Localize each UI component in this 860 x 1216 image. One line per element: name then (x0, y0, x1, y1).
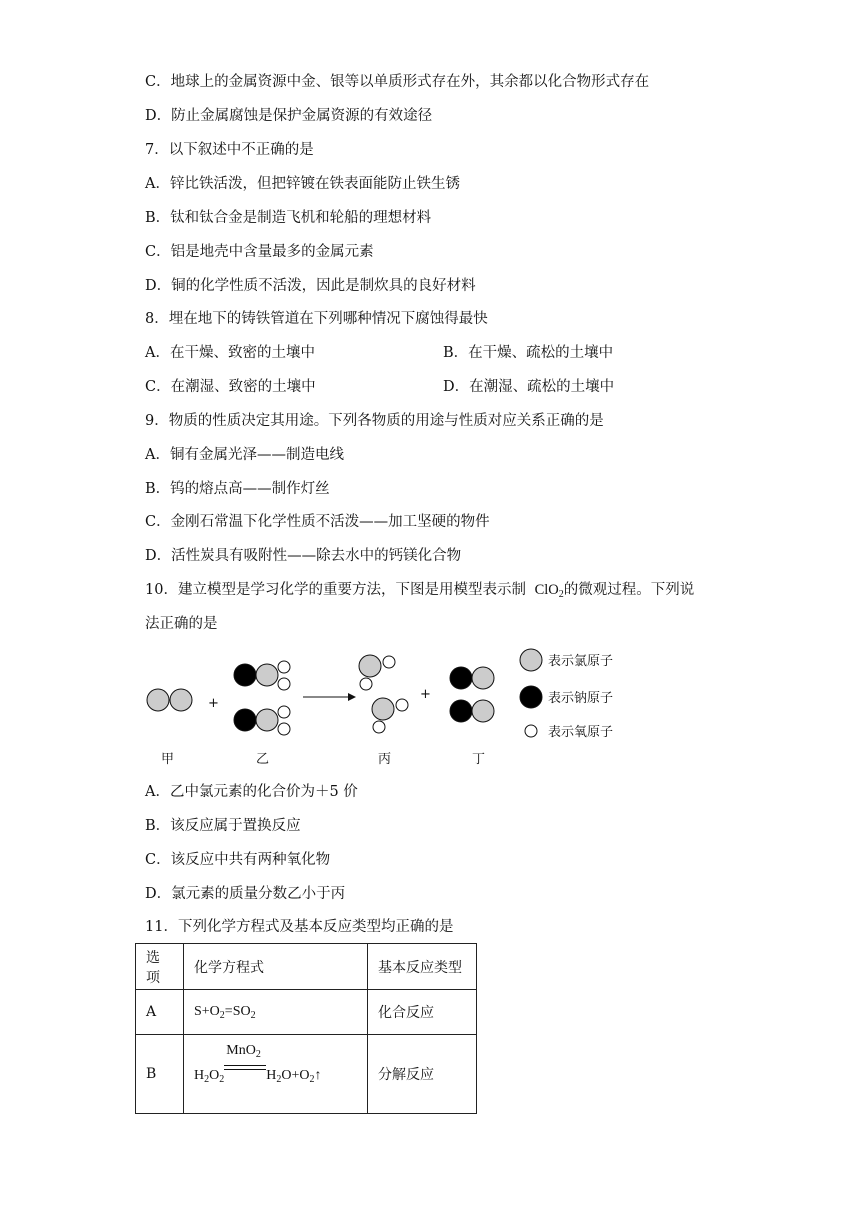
molecule-model-diagram (140, 645, 640, 775)
eq-b-part: H (194, 1067, 205, 1083)
q10-stem-line2: 法正确的是 (145, 616, 218, 632)
chlorine-atom (256, 709, 278, 731)
oxygen-atom (278, 706, 290, 718)
q10-option-c: C．该反应中共有两种氧化物 (145, 852, 331, 868)
table-row-b (136, 1035, 477, 1114)
catalyst-label (226, 1043, 261, 1059)
chlorine-atom (359, 655, 381, 677)
eq-b-sub: 2 (309, 1073, 315, 1085)
oxygen-atom (278, 723, 290, 735)
molecule-bing-2 (372, 698, 408, 733)
molecule-jia (147, 689, 192, 711)
molecule-ding-2 (450, 700, 494, 722)
plus-sign-1: + (208, 696, 219, 711)
q7-option-c: C．铝是地壳中含量最多的金属元素 (145, 244, 374, 260)
oxygen-atom (383, 656, 395, 668)
q10-formula (535, 582, 564, 598)
q7-option-b: B．钛和钛合金是制造飞机和轮船的理想材料 (145, 210, 432, 226)
eq-b-part: H (266, 1067, 277, 1083)
eq-b-part: O+O (281, 1067, 310, 1083)
plus-sign-2: + (420, 687, 431, 702)
row-a-equation (184, 990, 368, 1035)
q10-stem (145, 580, 694, 600)
row-a-type: 化合反应 (368, 990, 477, 1035)
chlorine-atom (472, 700, 494, 722)
molecule-yi-1 (234, 661, 290, 690)
catalyst-main: MnO (226, 1042, 256, 1058)
row-b-type: 分解反应 (368, 1035, 477, 1114)
q8-option-d: D．在潮湿、疏松的土壤中 (443, 379, 615, 395)
header-option: 选项 (136, 944, 184, 990)
chlorine-atom (372, 698, 394, 720)
q9-stem: 9．物质的性质决定其用途。下列各物质的用途与性质对应关系正确的是 (145, 413, 604, 429)
row-b-equation (184, 1035, 368, 1114)
eq-a-part: =SO (224, 1004, 251, 1019)
q9-option-a: A．铜有金属光泽——制造电线 (145, 447, 344, 463)
q9-option-b: B．钨的熔点高——制作灯丝 (145, 481, 330, 497)
q8-option-a: A．在干燥、致密的土壤中 (145, 345, 315, 361)
q8-option-b: B．在干燥、疏松的土壤中 (443, 345, 614, 361)
chlorine-atom (256, 664, 278, 686)
header-reaction-type: 基本反应类型 (368, 944, 477, 990)
q10-option-a: A．乙中氯元素的化合价为＋5 价 (145, 784, 358, 800)
catalyst-condition (224, 1042, 266, 1079)
label-ding: 丁 (472, 752, 486, 767)
molecule-bing-1 (359, 655, 395, 690)
eq-b-sub: 2 (204, 1073, 210, 1085)
oxygen-atom (373, 721, 385, 733)
sodium-atom (450, 667, 472, 689)
q9-option-d: D．活性炭具有吸附性——除去水中的钙镁化合物 (145, 548, 462, 564)
q10-formula-main: ClO (534, 582, 559, 598)
legend-chlorine-label: 表示氯原子 (548, 654, 614, 669)
eq-b-part: O (209, 1067, 220, 1083)
label-yi: 乙 (256, 752, 270, 767)
q7-option-a: A．锌比铁活泼，但把锌镀在铁表面能防止铁生锈 (145, 176, 460, 192)
sodium-atom (450, 700, 472, 722)
eq-b-sub: 2 (276, 1073, 282, 1085)
molecule-ding-1 (450, 667, 494, 689)
q10-formula-sub: 2 (558, 589, 564, 600)
catalyst-sub: 2 (255, 1048, 261, 1060)
q8-option-c: C．在潮湿、致密的土壤中 (145, 379, 316, 395)
oxygen-atom (278, 678, 290, 690)
q6-option-c: C．地球上的金属资源中金、银等以单质形式存在外，其余都以化合物形式存在 (145, 74, 650, 90)
eq-a-part: S+O (194, 1004, 220, 1019)
q10-stem-part1: 10．建立模型是学习化学的重要方法，下图是用模型表示制 (145, 582, 526, 598)
equals-line-bottom (224, 1069, 266, 1070)
label-jia: 甲 (161, 752, 175, 767)
eq-a-sub: 2 (250, 1010, 256, 1021)
eq-a-sub: 2 (219, 1010, 225, 1021)
oxygen-atom (360, 678, 372, 690)
q7-option-d: D．铜的化学性质不活泼，因此是制炊具的良好材料 (145, 278, 476, 294)
molecule-yi-2 (234, 706, 290, 735)
legend-sodium-label: 表示钠原子 (548, 691, 614, 706)
q10-option-d: D．氯元素的质量分数乙小于丙 (145, 886, 346, 902)
sodium-atom (234, 664, 256, 686)
label-bing: 丙 (378, 752, 392, 767)
q7-stem: 7．以下叙述中不正确的是 (145, 142, 314, 158)
q6-option-d: D．防止金属腐蚀是保护金属资源的有效途径 (145, 108, 433, 124)
q11-table (135, 943, 477, 1114)
molecule-model-svg (140, 645, 640, 775)
sodium-atom (234, 709, 256, 731)
q10-stem-part2: 的微观过程。下列说 (563, 582, 695, 598)
legend-oxygen-label: 表示氧原子 (548, 725, 614, 740)
table-header-row (136, 944, 477, 990)
chlorine-atom (147, 689, 169, 711)
q10-option-b: B．该反应属于置换反应 (145, 818, 301, 834)
q11-stem: 11．下列化学方程式及基本反应类型均正确的是 (145, 919, 454, 935)
legend-oxygen-swatch (525, 725, 537, 737)
row-b-option: B (136, 1035, 184, 1114)
q8-stem: 8．埋在地下的铸铁管道在下列哪种情况下腐蚀得最快 (145, 311, 488, 327)
table-row-a (136, 990, 477, 1035)
legend-chlorine-swatch (520, 649, 542, 671)
gas-arrow: ↑ (314, 1067, 322, 1083)
oxygen-atom (396, 699, 408, 711)
chlorine-atom (472, 667, 494, 689)
header-equation: 化学方程式 (184, 944, 368, 990)
legend (520, 649, 613, 740)
q9-option-c: C．金刚石常温下化学性质不活泼——加工坚硬的物件 (145, 514, 490, 530)
chlorine-atom (170, 689, 192, 711)
legend-sodium-swatch (520, 686, 542, 708)
oxygen-atom (278, 661, 290, 673)
equals-line-top (224, 1065, 266, 1066)
eq-b-sub: 2 (219, 1073, 225, 1085)
row-a-option: A (136, 990, 184, 1035)
